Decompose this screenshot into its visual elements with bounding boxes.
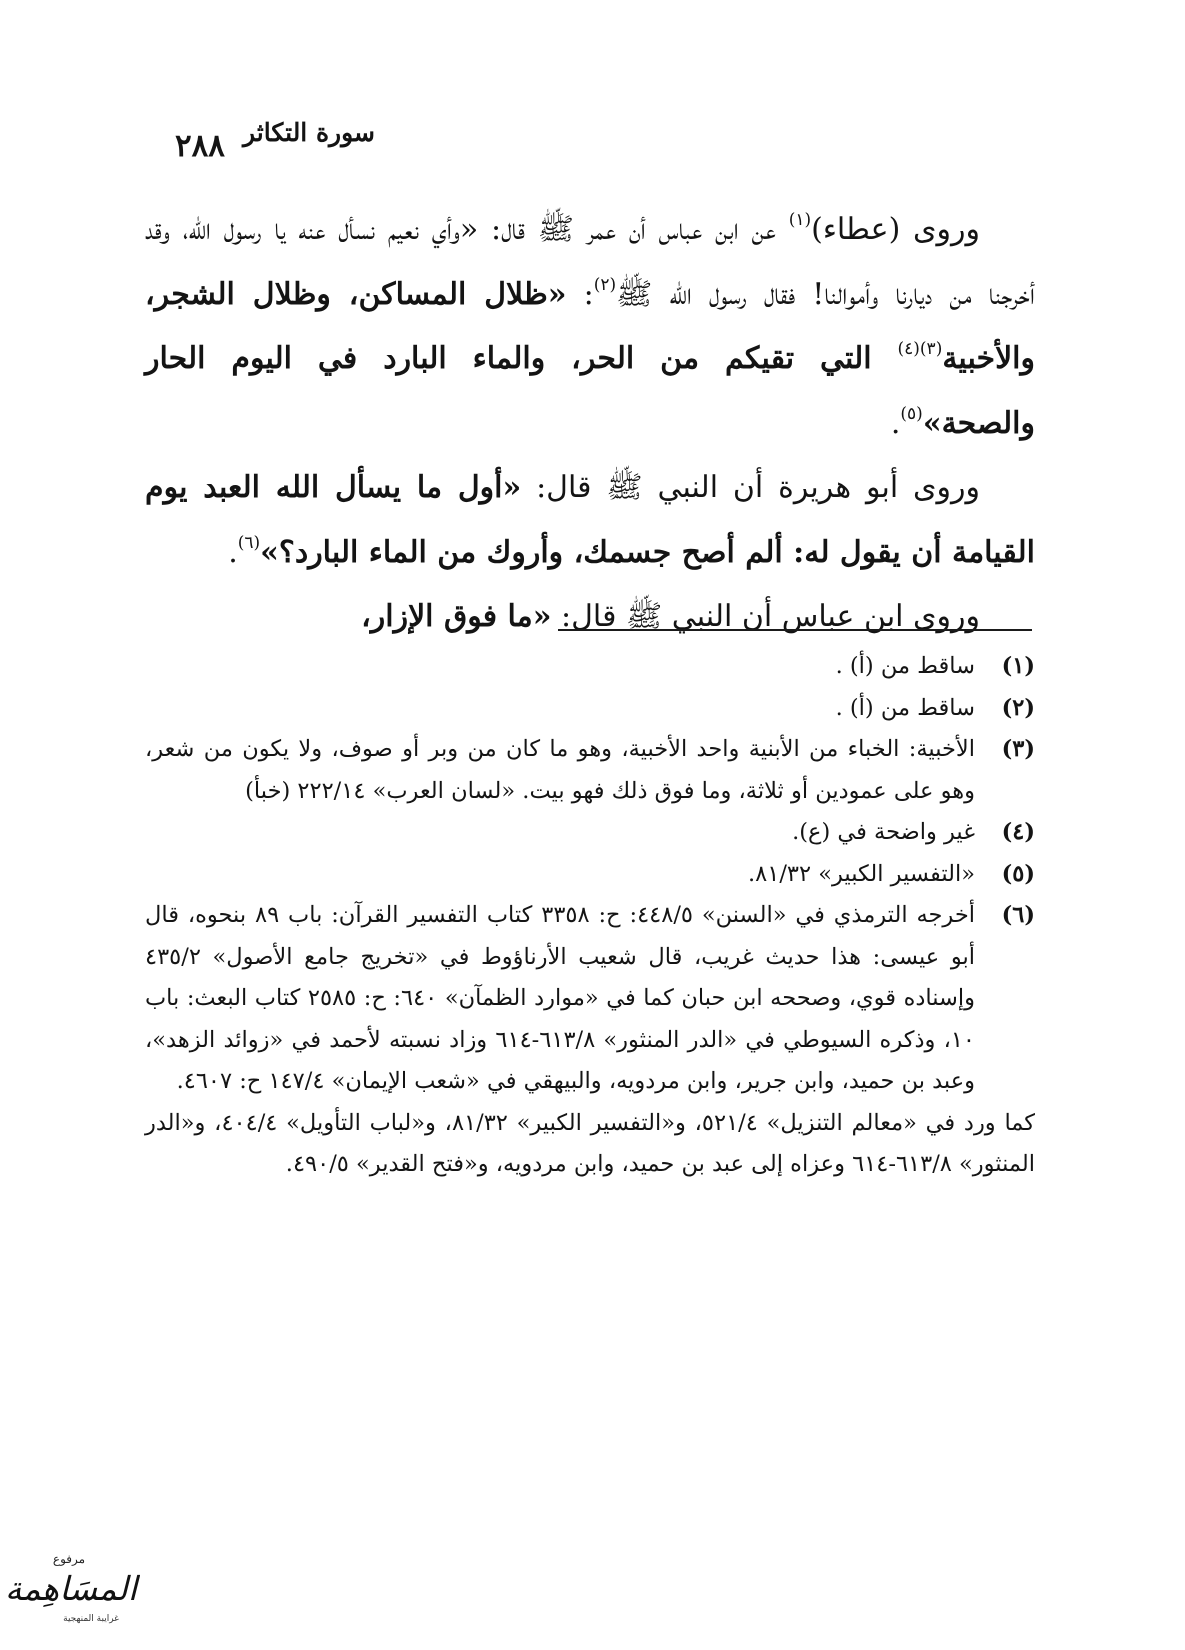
- publisher-logo: [5, 1550, 140, 1630]
- footnote-ref-6[interactable]: (٦): [237, 532, 261, 553]
- footnote-item: [145, 646, 1035, 688]
- footnote-number: (٥): [1001, 860, 1035, 887]
- paragraph-3: وروى ابن عباس أن النبي ﷺ قال: «ما فوق الإزار،: [361, 599, 980, 634]
- page-header: [150, 118, 1030, 178]
- footnote-ref-5[interactable]: (٥): [900, 403, 923, 424]
- paragraph-1: وروى (عطاء)$^{(١)}$ عن ابن عباس أن عمر ﷺ قال: «وأي نعيم نسأل عنه يا رسول الله، وقد أخرجنا من ديارنا وأموالنا! فقال رسول الله ﷺ$^{(٢)}$: «ظلال المساكن، وظلال الشجر، والأخبية$^{(٣)(٤)}$ التي تقيكم من الحر، والماء البارد في اليوم الحار والصحة»$^{(٥)}$.: [145, 210, 1035, 441]
- footnote-item: [145, 895, 1035, 1103]
- footnote-continuation: كما ورد في «معالم التنزيل» ٥٢١/٤، و«التفسير الكبير» ٨١/٣٢، و«لباب التأويل» ٤٠٤/٤، و«الدر المنثور» ٦١٣/٨-٦١٤ وعزاه إلى عبد بن حميد، وابن مردويه، و«فتح القدير» ٤٩٠/٥.: [145, 1109, 1036, 1177]
- footnote-item: [145, 688, 1035, 730]
- logo-main-text: المسَاهِمة: [5, 1569, 137, 1608]
- paragraph-2: وروى أبو هريرة أن النبي ﷺ قال: «أول ما يسأل الله العبد يوم القيامة أن يقول له: ألم أصح جسمك، وأروك من الماء البارد؟»$^{(٦)}$.: [145, 470, 1035, 570]
- footnotes: [145, 646, 1035, 1186]
- footnote-number: (١): [1001, 653, 1035, 679]
- footnote-text: أخرجه الترمذي في «السنن» ٤٤٨/٥: ح: ٣٣٥٨ كتاب التفسير القرآن: باب ٨٩ بنحوه، قال أبو عيسى: هذا حديث غريب، قال شعيب الأرناؤوط في «تخريج جامع الأصول» ٤٣٥/٢ وإسناده قوي، وصححه ابن حبان كما في «موارد الظمآن» ٦٤٠: ح: ٢٥٨٥ كتاب البعث: باب ١٠، وذكره السيوطي في «الدر المنثور» ٦١٣/٨-٦١٤ وزاد نسبته لأحمد في «زوائد الزهد»، وعبد بن حميد، وابن جرير، وابن مردويه، والبيهقي في «شعب الإيمان» ١٤٧/٤ ح: ٤٦٠٧.: [145, 902, 975, 1094]
- page-number: ٢٨٨: [175, 128, 225, 164]
- footnote-text: «التفسير الكبير» ٨١/٣٢.: [748, 860, 975, 887]
- footnote-number: (٢): [1001, 694, 1035, 721]
- main-text: [145, 198, 1035, 650]
- footnote-number: (٣): [1001, 736, 1035, 762]
- footnote-ref-2[interactable]: (٢): [593, 274, 617, 295]
- footnote-item: [145, 854, 1035, 896]
- footnote-item: [145, 729, 1035, 812]
- logo-tagline: غرايبة المنهجية: [63, 1614, 119, 1624]
- footnote-text: غير واضحة في (ع).: [792, 819, 975, 845]
- footnote-number: (٦): [1001, 902, 1035, 928]
- footnote-text: الأخبية: الخباء من الأبنية واحد الأخبية، وهو ما كان من وبر أو صوف، ولا يكون من شعر، وهو على عمودين أو ثلاثة، وما فوق ذلك فهو بيت. «لسان العرب» ٢٢٢/١٤ (خبأ): [145, 736, 975, 804]
- logo-small-text: مرفوع: [52, 1552, 86, 1566]
- footnote-number: (٤): [1001, 819, 1035, 845]
- footnote-text: ساقط من (أ) .: [835, 694, 975, 721]
- running-title: سورة التكاثر: [242, 118, 375, 147]
- footnote-item: [145, 812, 1035, 854]
- footnote-ref-1[interactable]: (١): [788, 210, 812, 230]
- footnote-text: ساقط من (أ) .: [835, 653, 975, 679]
- footnote-divider: [558, 629, 1032, 631]
- footnote-ref-3-4[interactable]: (٣)(٤): [897, 339, 943, 359]
